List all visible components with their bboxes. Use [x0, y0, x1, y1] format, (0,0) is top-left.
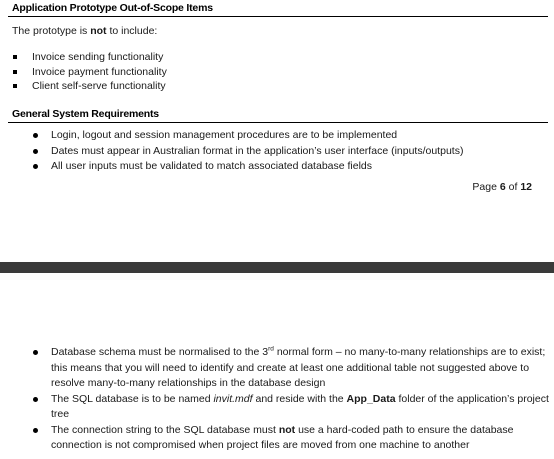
schema-text-after: normal form – no many-to-many relationships are to exist; this means that you will need to identify and create at least one additional table not suggested above to resolve many-to-many relationships in the database design [51, 346, 546, 389]
list-item [12, 79, 167, 94]
scope-intro-after: to include: [106, 25, 158, 37]
dbname-italic: invit.mdf [213, 392, 253, 405]
list-item-text: Invoice payment functionality [32, 65, 167, 78]
dbname-bold: App_Data [346, 392, 396, 405]
general-requirements-list [30, 128, 551, 175]
requirements-section-rule [8, 122, 548, 123]
connection-text-before: The connection string to the SQL database must [51, 423, 279, 436]
scope-section-heading: Application Prototype Out-of-Scope Items [12, 2, 213, 14]
round-bullet-icon [33, 428, 38, 433]
dbname-text-before: The SQL database is to be named [51, 392, 214, 405]
list-item-text: Login, logout and session management procedures are to be implemented [51, 129, 398, 141]
page-prefix: Page [472, 181, 500, 193]
page-separator [0, 262, 554, 273]
page-total: 12 [520, 181, 532, 193]
schema-superscript: rd [268, 345, 274, 353]
page-indicator [472, 181, 532, 193]
square-bullet-icon [13, 84, 17, 88]
round-bullet-icon [33, 164, 38, 169]
scope-section-rule [8, 16, 548, 17]
list-item [30, 144, 551, 160]
list-item [30, 392, 551, 423]
document-page-lower [0, 273, 554, 459]
round-bullet-icon [33, 350, 38, 355]
list-item-text: Dates must appear in Australian format in the application’s user interface (inputs/outputs) [51, 144, 464, 157]
list-item [30, 159, 551, 175]
connection-text-after: use a hard-coded path to ensure the database connection is not compromised when project files are moved from one machine to another [51, 423, 514, 451]
square-bullet-icon [13, 70, 17, 74]
list-item [12, 50, 167, 65]
round-bullet-icon [33, 149, 38, 154]
list-item-text: Client self-serve functionality [32, 80, 166, 92]
page-middle: of [505, 181, 521, 193]
scope-intro-bold: not [90, 25, 107, 37]
list-item [30, 423, 551, 454]
continued-requirements-list [30, 345, 551, 454]
dbname-text-middle: and reside with the [252, 392, 347, 405]
scope-intro-before: The prototype is [12, 25, 91, 37]
schema-text-before: Database schema must be normalised to the 3 [51, 346, 269, 358]
square-bullet-icon [13, 55, 17, 59]
round-bullet-icon [33, 133, 38, 138]
out-of-scope-list [12, 50, 167, 94]
round-bullet-icon [33, 397, 38, 402]
list-item [30, 345, 551, 392]
list-item [12, 65, 167, 80]
page-current: 6 [499, 181, 506, 193]
requirements-section-heading: General System Requirements [12, 108, 159, 120]
list-item-text: Invoice sending functionality [32, 51, 164, 63]
scope-intro-text [12, 25, 157, 37]
connection-bold: not [278, 423, 296, 436]
list-item [30, 128, 551, 144]
list-item-text: All user inputs must be validated to match associated database fields [51, 160, 373, 172]
dbname-text-after: folder of the application’s project tree [51, 392, 549, 420]
